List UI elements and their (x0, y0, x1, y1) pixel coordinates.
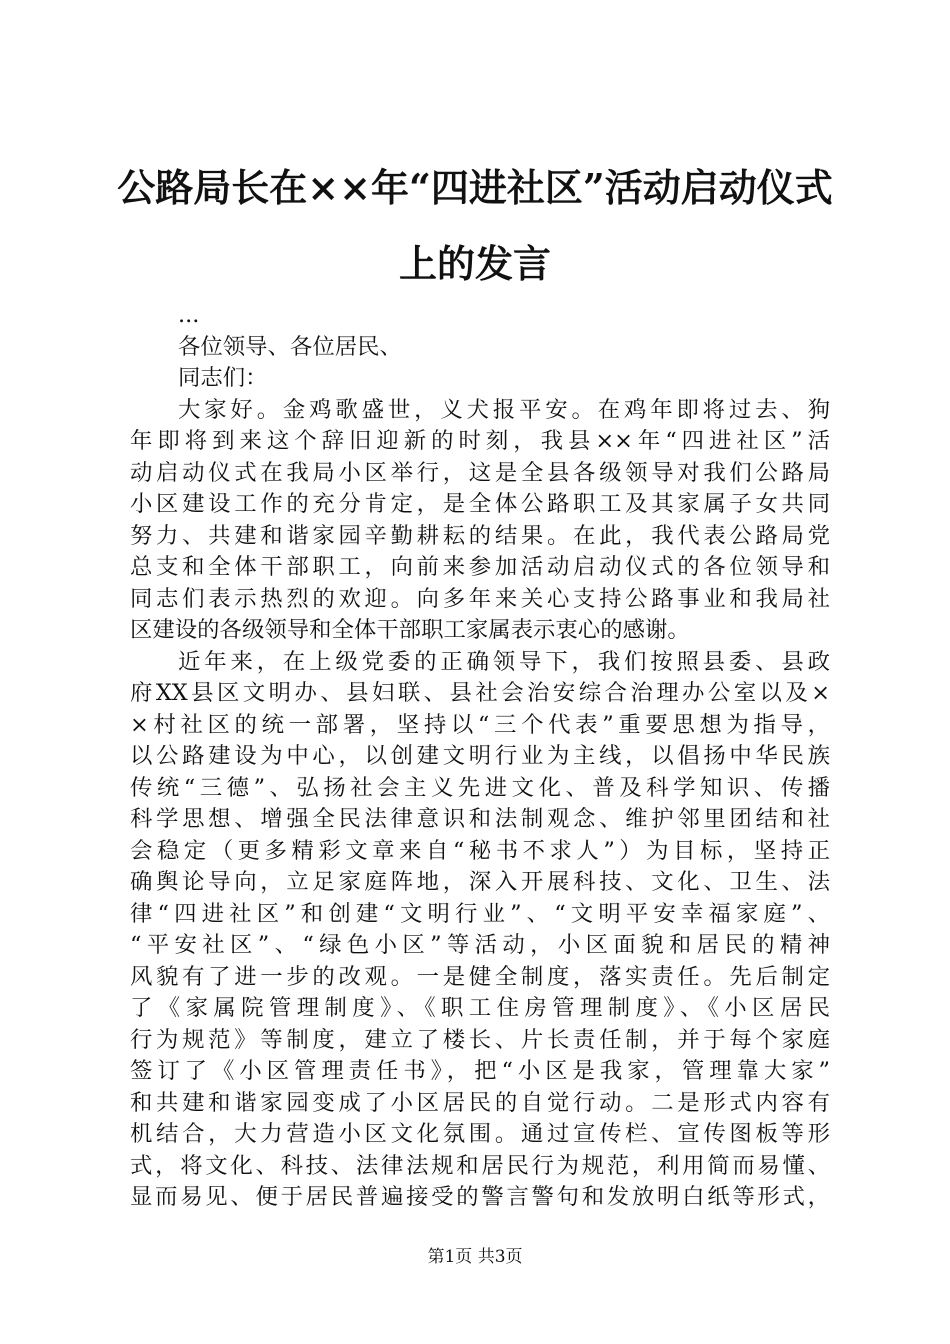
salutation-line-1: 各位领导、各位居民、 (178, 333, 402, 360)
paragraph-line: 显而易见、便于居民普遍接受的警言警句和发放明白纸等形式， (130, 1184, 830, 1210)
paragraph-line: 传统“三德”、弘扬社会主义先进文化、普及科学知识、传播 (130, 774, 830, 801)
paragraph-line: 和共建和谐家园变成了小区居民的自觉行动。二是形式内容有 (130, 1089, 830, 1116)
paragraph-line: 近年来，在上级党委的正确领导下，我们按照县委、县政 (178, 648, 830, 675)
salutation-line-2: 同志们： (178, 365, 268, 391)
paragraph-line: 行为规范》等制度，建立了楼长、片长责任制，并于每个家庭 (130, 1026, 830, 1053)
paragraph-line: 了《家属院管理制度》、《职工住房管理制度》、《小区居民 (130, 995, 830, 1021)
paragraph-line: 风貌有了进一步的改观。一是健全制度，落实责任。先后制定 (130, 963, 830, 990)
paragraph-line: 式，将文化、科技、法律法规和居民行为规范，利用简而易懂、 (130, 1152, 830, 1179)
document-body (130, 300, 830, 1214)
paragraph-line: 会稳定（更多精彩文章来自“秘书不求人”）为目标，坚持正 (130, 837, 830, 864)
document-title (90, 150, 860, 302)
title-line-2: 上的发言 (398, 241, 551, 286)
paragraph-line: 区建设的各级领导和全体干部职工家属表示衷心的感谢。 (130, 617, 690, 643)
paragraph-line: “平安社区”、“绿色小区”等活动，小区面貌和居民的精神 (130, 932, 830, 958)
paragraph-line: 科学思想、增强全民法律意识和法制观念、维护邻里团结和社 (130, 806, 830, 832)
paragraph-line: 努力、共建和谐家园辛勤耕耘的结果。在此，我代表公路局党 (130, 522, 830, 549)
title-line-1: 公路局长在××年“四进社区”活动启动仪式 (117, 165, 833, 210)
paragraph-line: 动启动仪式在我局小区举行，这是全县各级领导对我们公路局 (130, 459, 830, 486)
paragraph-line: 机结合，大力营造小区文化氛围。通过宣传栏、宣传图板等形 (130, 1121, 830, 1147)
page-footer: 第1页 共3页 (427, 1247, 523, 1267)
paragraph-line: 同志们表示热烈的欢迎。向多年来关心支持公路事业和我局社 (130, 585, 830, 612)
paragraph-line: 以公路建设为中心，以创建文明行业为主线，以倡扬中华民族 (130, 743, 830, 769)
paragraph-line: 府XX县区文明办、县妇联、县社会治安综合治理办公室以及× (130, 680, 830, 706)
ellipsis: ... (178, 302, 200, 328)
paragraph-line: 大家好。金鸡歌盛世，义犬报平安。在鸡年即将过去、狗 (178, 396, 830, 423)
paragraph-line: 律“四进社区”和创建“文明行业”、“文明平安幸福家庭”、 (130, 900, 830, 927)
paragraph-line: 年即将到来这个辞旧迎新的时刻，我县××年“四进社区”活 (130, 428, 830, 454)
paragraph-line: 签订了《小区管理责任书》，把“小区是我家，管理靠大家” (130, 1058, 830, 1084)
paragraph-line: 确舆论导向，立足家庭阵地，深入开展科技、文化、卫生、法 (130, 869, 830, 895)
paragraph-line: ×村社区的统一部署，坚持以“三个代表”重要思想为指导， (130, 711, 830, 738)
paragraph-line: 总支和全体干部职工，向前来参加活动启动仪式的各位领导和 (130, 554, 830, 580)
paragraph-line: 小区建设工作的充分肯定，是全体公路职工及其家属子女共同 (130, 491, 830, 517)
